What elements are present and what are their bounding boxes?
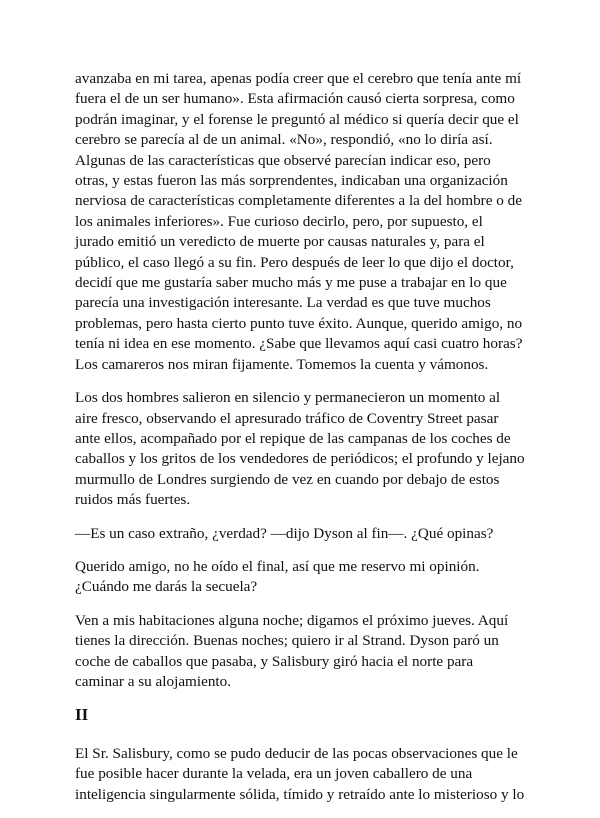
paragraph-6: El Sr. Salisbury, como se pudo deducir de las pocas observaciones que le fue posible hacer durante la velada, era un joven caballero de una inteligencia singularmente sólida, tímido y retraído ante lo misterioso y lo: [75, 744, 525, 803]
paragraph-3: —Es un caso extraño, ¿verdad? —dijo Dyson al fin—. ¿Qué opinas?: [75, 524, 494, 542]
paragraph-2: Los dos hombres salieron en silencio y permanecieron un momento al aire fresco, observando el apresurado tráfico de Coventry Street pasar ante ellos, acompañado por el repique de las campanas de los coches de caballos y los gritos de los vendedores de periódicos; el profundo y lejano murmullo de Londres surgiendo de vez en cuando por debajo de estos ruidos más fuertes.: [75, 389, 525, 509]
paragraph-4: Querido amigo, no he oído el final, así que me reservo mi opinión. ¿Cuándo me darás la secuela?: [75, 557, 480, 596]
section-heading: II: [75, 705, 89, 725]
paragraph-1: avanzaba en mi tarea, apenas podía creer que el cerebro que tenía ante mí fuera el de un ser humano». Esta afirmación causó cierta sorpresa, como podrán imaginar, y el forense le preguntó al médico si quería decir que el cerebro se parecía al de un animal. «No», respondió, «no lo diría así. Algunas de las características que observé parecían indicar eso, pero otras, y estas fueron las más sorprendentes, indicaban una organización nerviosa de características completamente diferentes a la del hombre o de los animales inferiores». Fue curioso decirlo, pero, por supuesto, el jurado emitió un veredicto de muerte por causas naturales y, para el público, el caso llegó a su fin. Pero después de leer lo que dijo el doctor, decidí que me gustaría saber mucho más y me puse a trabajar en lo que parecía una investigación interesante. La verdad es que tuve muchos problemas, pero hasta cierto punto tuve éxito. Aunque, querido amigo, no tenía ni idea en ese momento. ¿Sabe que llevamos aquí casi cuatro horas? Los camareros nos miran fijamente. Tomemos la cuenta y vámonos.: [75, 70, 523, 373]
document-page: [75, 69, 525, 818]
paragraph-5: Ven a mis habitaciones alguna noche; digamos el próximo jueves. Aquí tienes la dirección. Buenas noches; quiero ir al Strand. Dyson paró un coche de caballos que pasaba, y Salisbury giró hacia el norte para caminar a su alojamiento.: [75, 611, 509, 690]
